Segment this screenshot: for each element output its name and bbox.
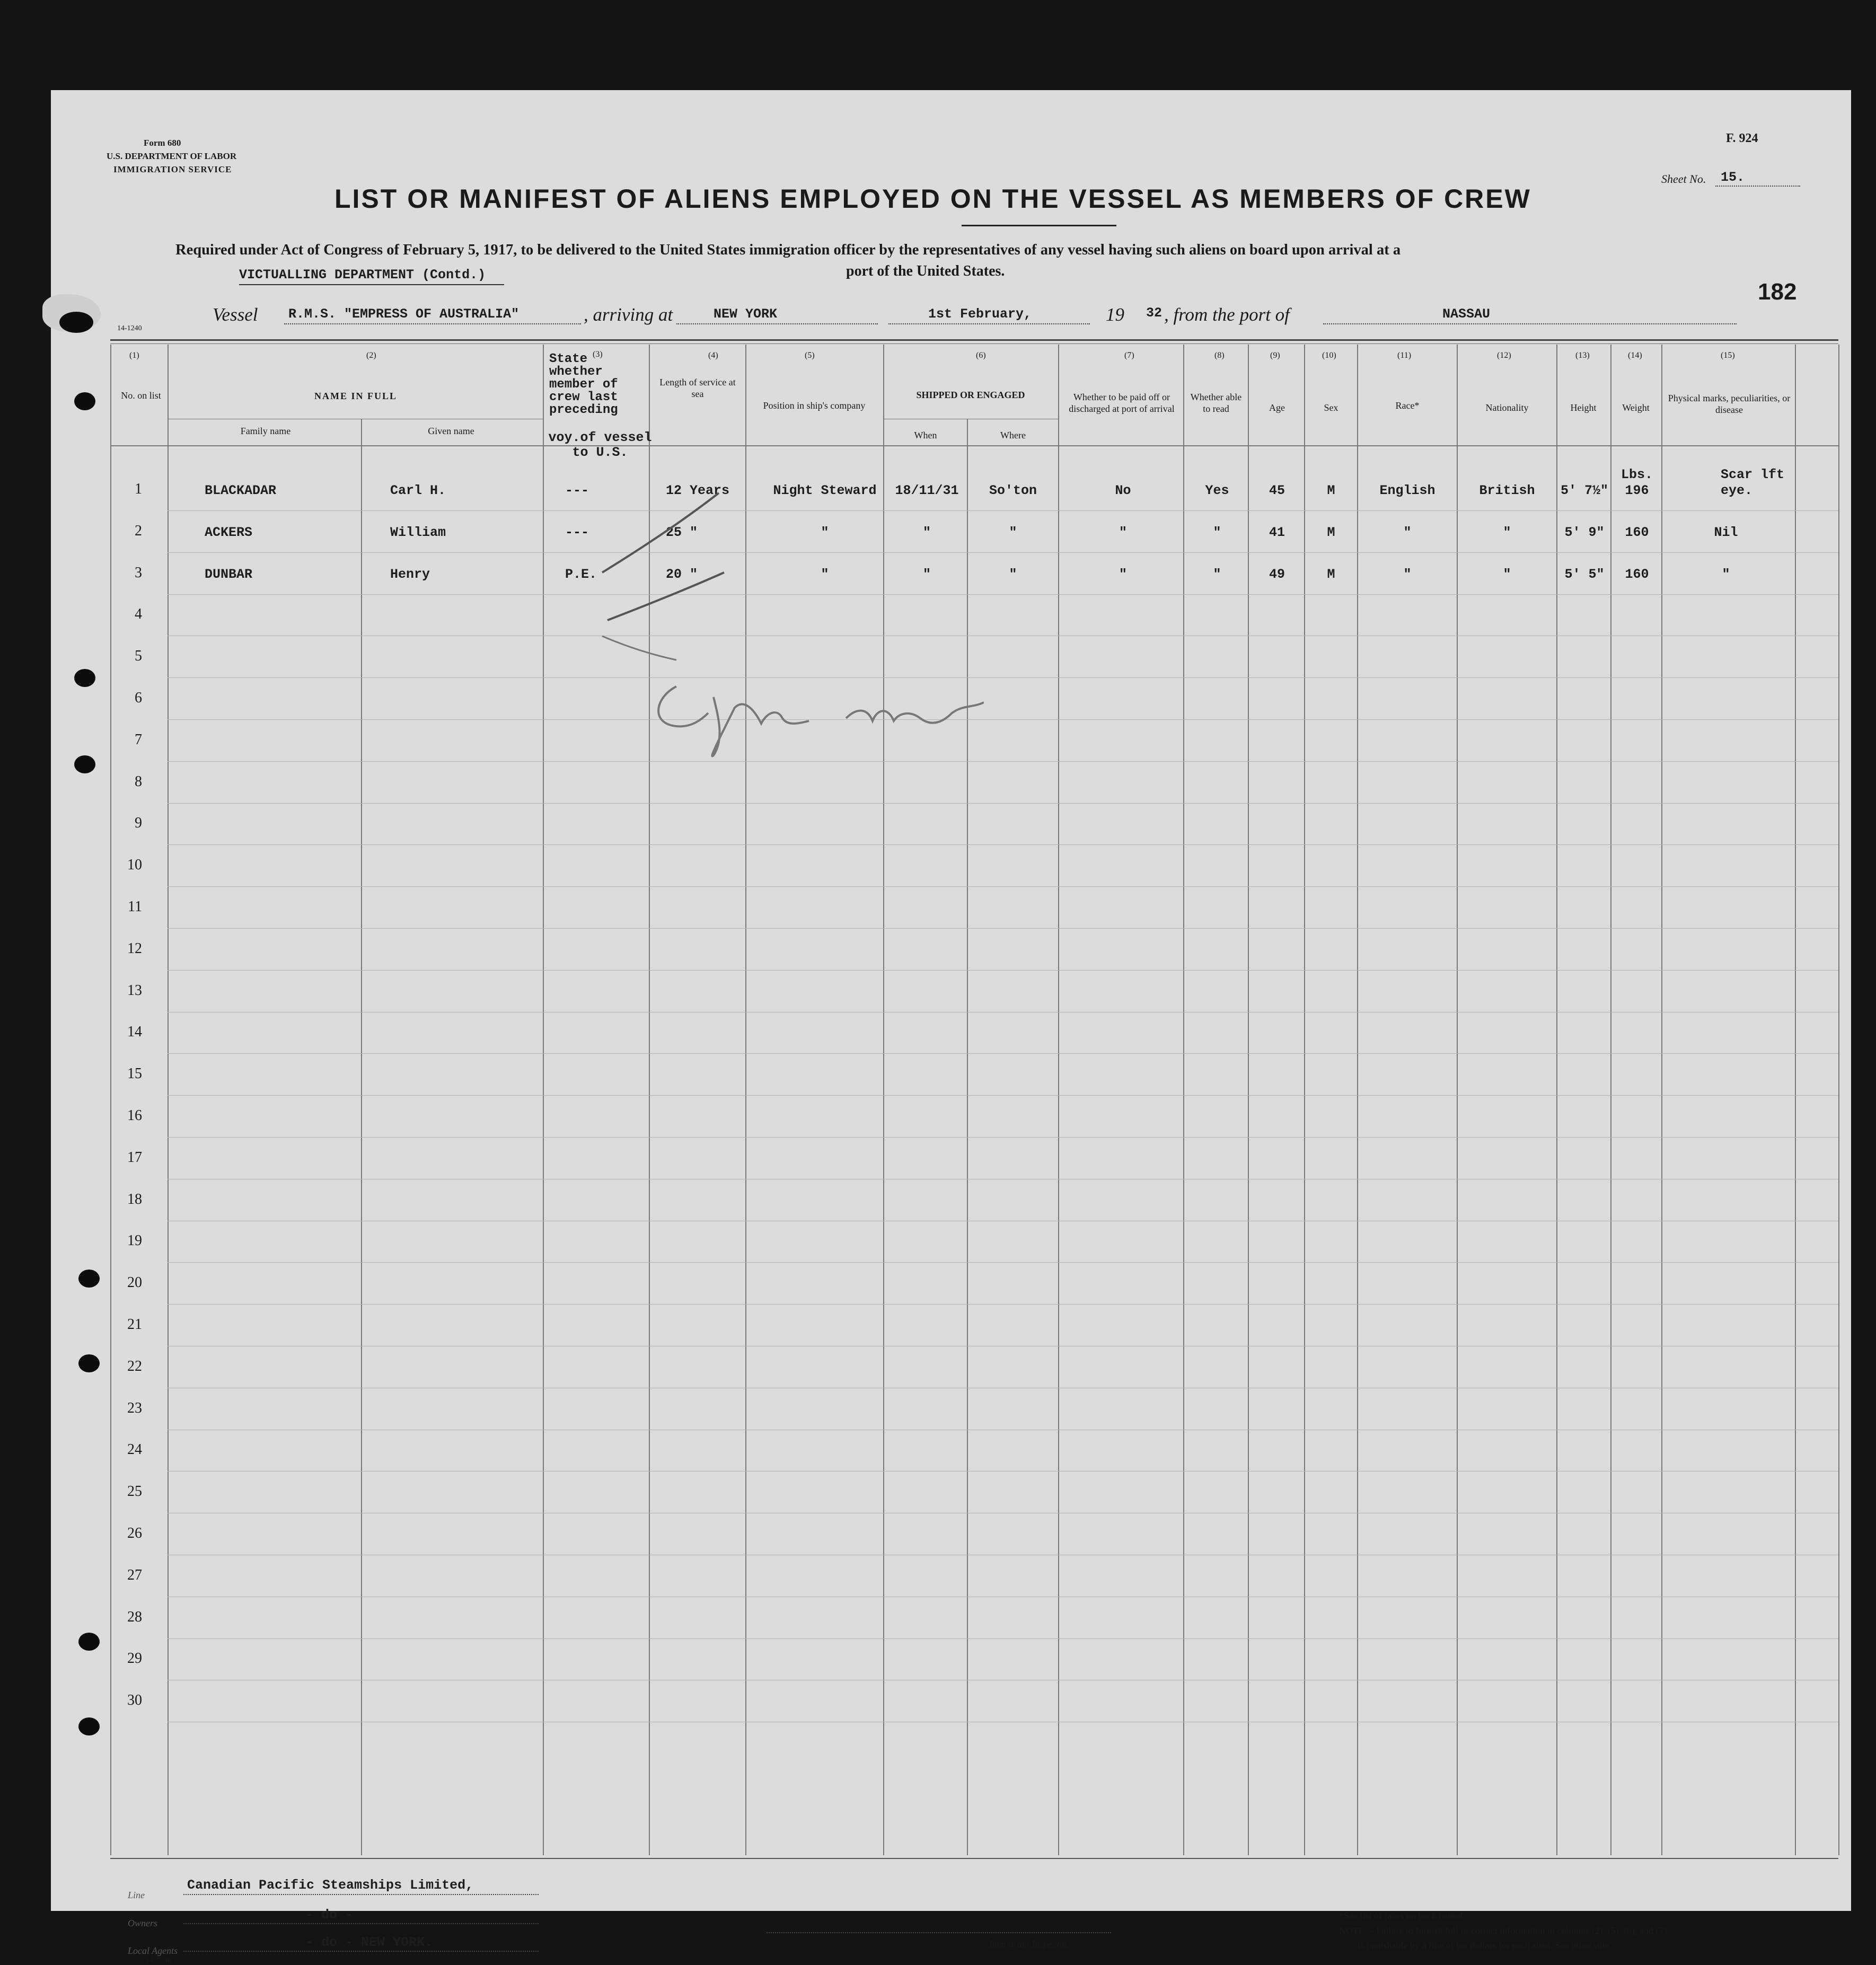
row-number: 28 <box>127 1608 142 1625</box>
header-able-to-read: Whether able to read <box>1190 392 1242 414</box>
cell-nationality: " <box>1503 524 1511 540</box>
binder-hole <box>74 669 95 687</box>
cell-service: 20 " <box>666 566 698 582</box>
cell-given: William <box>390 524 446 540</box>
row-rule <box>168 844 1838 845</box>
binder-hole <box>78 1633 100 1651</box>
cell-position: " <box>821 524 829 540</box>
col-num-6: (6) <box>976 351 986 360</box>
vessel-label: Vessel <box>213 304 258 325</box>
year-suffix: 32 <box>1146 305 1162 321</box>
cell-given: Henry <box>390 566 430 582</box>
cell-where: " <box>1009 566 1017 582</box>
header-voyage: voy.of vessel to U.S. <box>548 430 652 460</box>
cell-marks-1: Nil <box>1714 524 1738 540</box>
cell-sex: M <box>1327 483 1335 498</box>
cell-family: ACKERS <box>205 524 253 540</box>
binder-hole <box>78 1717 100 1735</box>
col-num-13: (13) <box>1575 351 1590 360</box>
handwritten-signature-icon <box>645 676 984 766</box>
row-number: 23 <box>127 1399 142 1416</box>
binder-hole <box>74 755 95 773</box>
f-number: F. 924 <box>1726 131 1758 145</box>
cell-marks-1: Scar lft <box>1721 467 1785 482</box>
row-number: 20 <box>127 1274 142 1291</box>
cell-where: " <box>1009 524 1017 540</box>
row-rule <box>168 1053 1838 1054</box>
cell-weight: 196 <box>1625 483 1649 498</box>
binder-hole <box>74 392 95 410</box>
cell-height: 5' 9" <box>1564 524 1605 540</box>
row-rule <box>168 928 1838 929</box>
row-number: 14 <box>127 1024 142 1041</box>
cell-read: " <box>1213 524 1221 540</box>
row-number: 9 <box>135 815 142 832</box>
col-num-1: (1) <box>129 351 139 360</box>
footer-owners-label: Owners <box>128 1918 158 1928</box>
row-number: 19 <box>127 1232 142 1249</box>
col-num-9: (9) <box>1270 351 1280 360</box>
cell-race: " <box>1403 566 1412 582</box>
row-rule <box>168 970 1838 971</box>
cell-when: " <box>922 566 931 582</box>
row-number: 30 <box>127 1692 142 1709</box>
header-when: When <box>914 430 937 440</box>
inspector-label: Immigrant Inspector. <box>989 1939 1069 1950</box>
page-title: LIST OR MANIFEST OF ALIENS EMPLOYED ON THE VESSEL AS MEMBERS OF CREW <box>334 184 1531 214</box>
header-race: Race* <box>1395 400 1420 411</box>
col-num-10: (10) <box>1322 351 1336 360</box>
header-family-name: Family name <box>240 426 291 436</box>
col-num-15: (15) <box>1721 351 1735 360</box>
cell-given: Carl H. <box>390 483 446 498</box>
row-number: 5 <box>135 648 142 665</box>
row-number: 2 <box>135 522 142 539</box>
header-position: Position in ship's company <box>763 400 866 411</box>
cell-read: " <box>1213 566 1221 582</box>
row-number: 13 <box>127 982 142 999</box>
cell-position: Night Steward <box>773 483 877 498</box>
cell-family: BLACKADAR <box>205 483 277 498</box>
header-no-on-list: No. on list <box>121 390 161 401</box>
row-number: 27 <box>127 1566 142 1583</box>
header-age: Age <box>1269 402 1285 413</box>
row-rule <box>168 1304 1838 1305</box>
cell-race: English <box>1379 483 1435 498</box>
row-number: 21 <box>127 1316 142 1333</box>
row-number: 22 <box>127 1358 142 1374</box>
row-rule <box>168 886 1838 887</box>
footer-owners-value: - do - <box>305 1907 354 1923</box>
col-num-3: (3) <box>593 350 603 359</box>
row-rule <box>168 803 1838 804</box>
row-number: 1 <box>135 481 142 497</box>
header-paid-off: Whether to be paid off or discharged at port of arrival <box>1069 392 1175 414</box>
cell-prev: --- <box>565 483 589 498</box>
footer-agents-value: - do - NEW YORK. <box>305 1935 433 1950</box>
col-num-14: (14) <box>1628 351 1642 360</box>
cell-service: 12 Years <box>666 483 730 498</box>
arriving-label: , arriving at <box>584 304 673 325</box>
cell-sex: M <box>1327 524 1335 540</box>
footer-agents-label: Local Agents <box>128 1945 178 1956</box>
form-number: Form 680 <box>144 138 181 148</box>
row-rule <box>168 1638 1838 1639</box>
manifest-sheet <box>51 90 1851 1964</box>
header-nationality: Nationality <box>1485 402 1529 413</box>
from-port-label: , from the port of <box>1164 304 1290 325</box>
col-num-12: (12) <box>1497 351 1511 360</box>
row-rule <box>168 761 1838 762</box>
header-sex: Sex <box>1324 402 1338 413</box>
header-name-in-full: NAME IN FULL <box>314 391 397 401</box>
footer-note-2: NOTE.—Failure to furnish full or correct information in columns (2), (5), (6), and (7) <box>1339 1925 1667 1936</box>
port-value: NASSAU <box>1442 306 1491 322</box>
row-rule <box>168 1095 1838 1096</box>
row-number: 12 <box>127 940 142 957</box>
cell-paid: " <box>1118 524 1127 540</box>
cell-nationality: British <box>1479 483 1535 498</box>
header-height: Height <box>1570 402 1597 413</box>
footer-note-3: is punishable by a fine of ten dollars for each alien. See other side. <box>1358 1940 1611 1951</box>
row-number: 8 <box>135 773 142 790</box>
cell-when: " <box>922 524 931 540</box>
vessel-value: R.M.S. "EMPRESS OF AUSTRALIA" <box>288 306 519 322</box>
row-number: 3 <box>135 564 142 581</box>
cell-nationality: " <box>1503 566 1511 582</box>
cell-weight: 160 <box>1625 524 1649 540</box>
cell-age: 49 <box>1269 566 1285 582</box>
col-num-7: (7) <box>1124 351 1134 360</box>
sheet-label: Sheet No. <box>1661 172 1706 186</box>
row-number: 11 <box>128 898 142 915</box>
cell-prev: --- <box>565 524 589 540</box>
footer-code: 14-1240 <box>145 1956 172 1964</box>
small-code: 14-1240 <box>117 324 142 332</box>
cell-read: Yes <box>1205 483 1229 498</box>
arrival-date: 1st February, <box>928 306 1032 322</box>
cell-prev: P.E. <box>565 566 597 582</box>
row-number: 25 <box>127 1483 142 1500</box>
header-where: Where <box>1000 430 1026 440</box>
header-length-of-service: Length of service at sea <box>659 377 736 399</box>
cell-weight: 160 <box>1625 566 1649 582</box>
department-value: VICTUALLING DEPARTMENT (Contd.) <box>239 267 486 283</box>
cell-paid: " <box>1118 566 1127 582</box>
col-num-4: (4) <box>708 351 718 360</box>
col-num-8: (8) <box>1214 351 1225 360</box>
row-number: 7 <box>135 731 142 748</box>
year-prefix: 19 <box>1106 304 1124 325</box>
header-state-whether: State whether member of crew last preceding <box>549 352 618 417</box>
subtitle-line-1: Required under Act of Congress of February 5, 1917, to be delivered to the United States immigration officer by the representatives of any vessel having such aliens on board upon arrival at a <box>175 242 1401 258</box>
binder-hole <box>78 1270 100 1288</box>
row-number: 10 <box>127 857 142 874</box>
col-num-5: (5) <box>805 351 815 360</box>
cell-age: 41 <box>1269 524 1285 540</box>
stamp-number: 182 <box>1758 279 1797 305</box>
row-number: 17 <box>127 1149 142 1166</box>
service-name: IMMIGRATION SERVICE <box>113 164 232 174</box>
cell-where: So'ton <box>989 483 1037 498</box>
row-number: 4 <box>135 606 142 623</box>
binder-hole <box>59 312 93 333</box>
col-num-11: (11) <box>1397 351 1412 360</box>
footer-note-1: *See list of races on back hereof. <box>1339 1910 1466 1921</box>
cell-when: 18/11/31 <box>895 483 959 498</box>
cell-sex: M <box>1327 566 1335 582</box>
cell-weight-unit: Lbs. <box>1621 467 1653 482</box>
sheet-number: 15. <box>1721 170 1745 185</box>
row-number: 6 <box>135 690 142 706</box>
col-num-2: (2) <box>366 351 376 360</box>
cell-family: DUNBAR <box>205 566 253 582</box>
header-given-name: Given name <box>428 426 474 436</box>
row-rule <box>168 1262 1838 1263</box>
header-shipped-engaged: SHIPPED OR ENGAGED <box>916 390 1025 400</box>
row-number: 16 <box>127 1107 142 1124</box>
binder-hole <box>78 1354 100 1372</box>
cell-race: " <box>1403 524 1412 540</box>
cell-marks-2: eye. <box>1721 483 1753 498</box>
row-number: 18 <box>127 1191 142 1208</box>
row-rule <box>168 1137 1838 1138</box>
cell-position: " <box>821 566 829 582</box>
row-number: 26 <box>127 1525 142 1541</box>
footer-line-value: Canadian Pacific Steamships Limited, <box>187 1878 474 1893</box>
subtitle-line-2: port of the United States. <box>846 263 1005 279</box>
cell-height: 5' 7½" <box>1560 483 1608 498</box>
cell-paid: No <box>1115 483 1131 498</box>
row-number: 15 <box>127 1065 142 1082</box>
header-weight: Weight <box>1622 402 1650 413</box>
cell-service: 25 " <box>666 524 698 540</box>
arriving-value: NEW YORK <box>714 306 778 322</box>
footer-line-label: Line <box>128 1890 145 1900</box>
row-number: 29 <box>127 1650 142 1667</box>
row-number: 24 <box>127 1441 142 1458</box>
department-name: U.S. DEPARTMENT OF LABOR <box>107 151 237 161</box>
cell-marks-1: " <box>1722 566 1730 582</box>
cell-height: 5' 5" <box>1564 566 1605 582</box>
cell-age: 45 <box>1269 483 1285 498</box>
header-physical-marks: Physical marks, peculiarities, or disease <box>1668 393 1791 415</box>
